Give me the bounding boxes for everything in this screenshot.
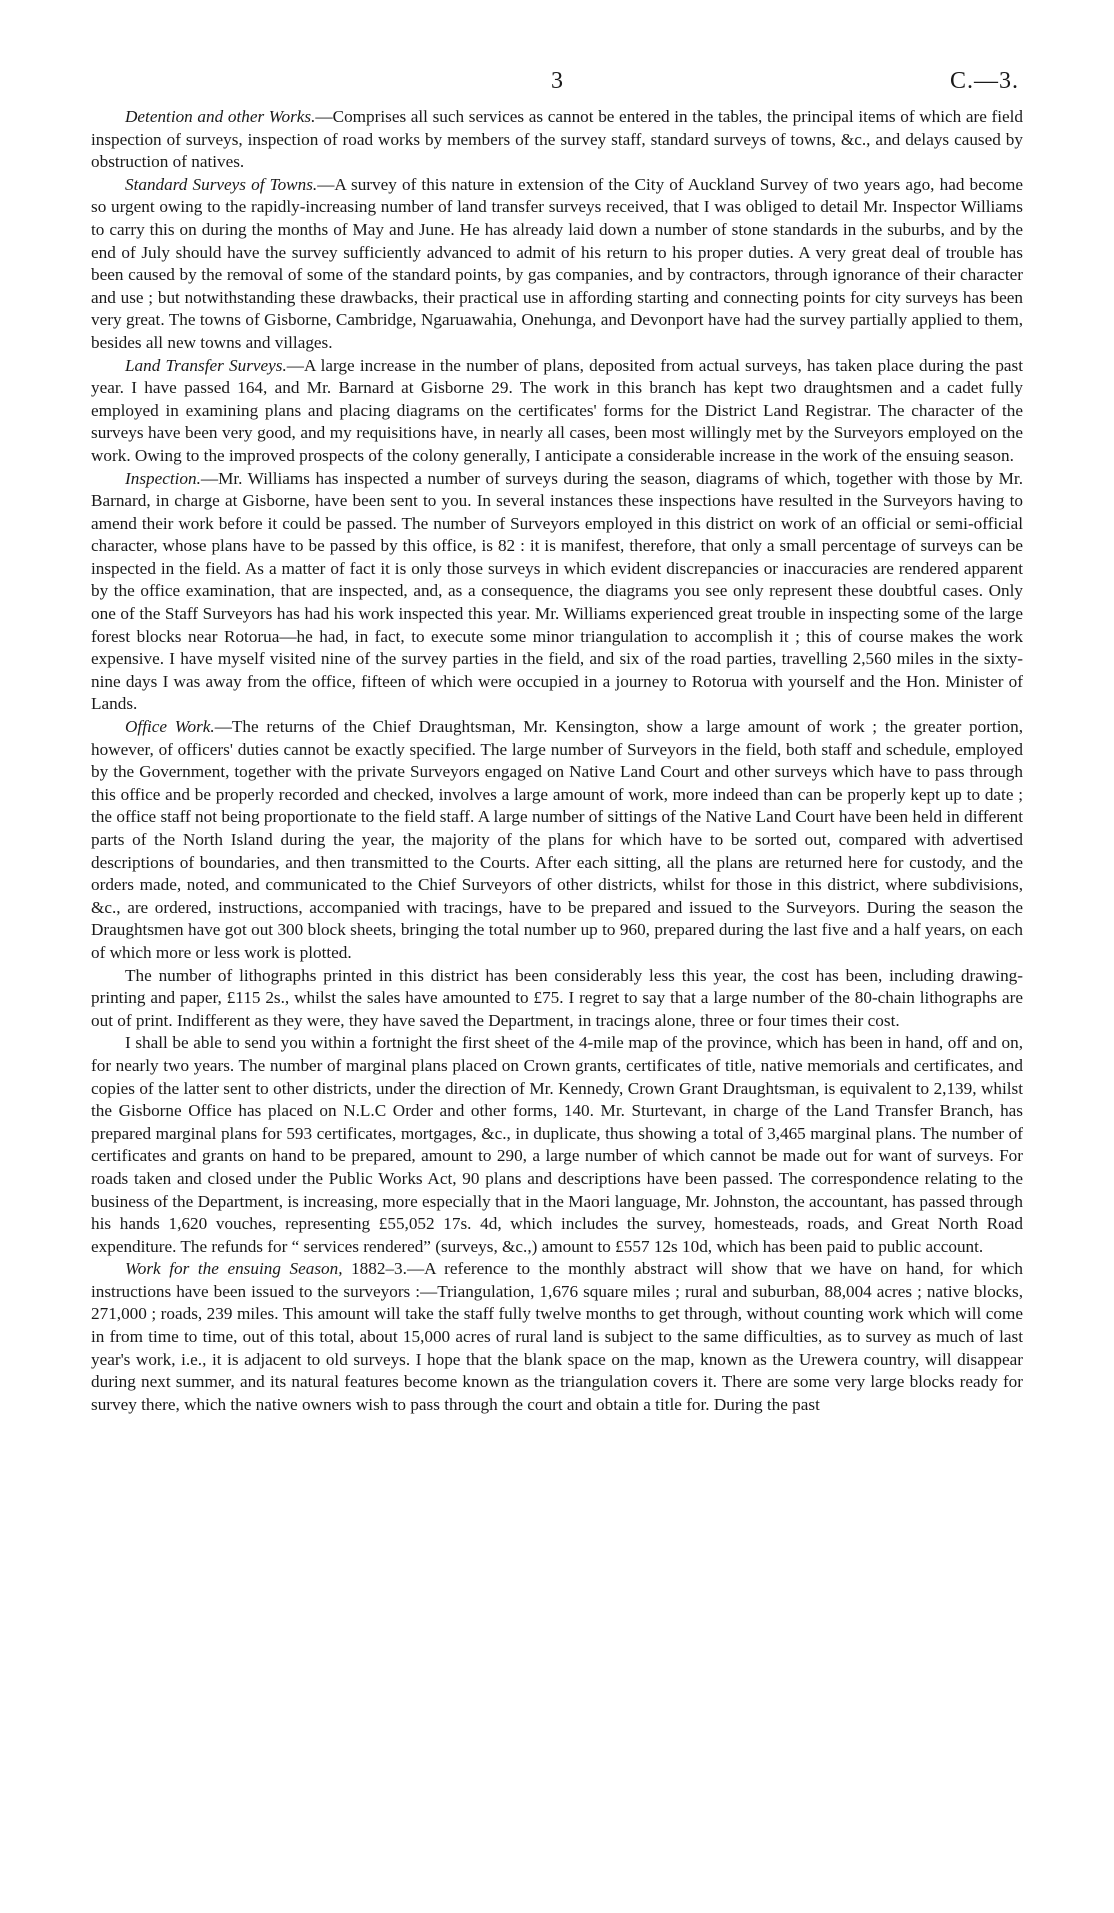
paragraph-heading: Office Work. (125, 717, 215, 737)
paragraph-text: —A survey of this nature in extension of the City of Auckland Survey of two years ago, had become so urgent owing to the rapidly-increasing number of land transfer surveys received, that I was obliged to detail Mr. Inspector Williams to carry this on during the months of May and June. He has already laid down a number of stone standards in the suburbs, and by the end of July should have the survey sufficiently advanced to admit of his return to his proper duties. A very great deal of trouble has been caused by the removal of some of the standard points, by gas companies, and by contractors, through ignorance of their character and use ; but notwithstanding these drawbacks, their practical use in affording starting and connecting points for city surveys has been very great. The towns of Gisborne, Cambridge, Ngaruawahia, Onehunga, and Devonport have had the survey partially applied to them, besides all new towns and villages. (91, 174, 1023, 352)
paragraph-text: —The returns of the Chief Draughtsman, Mr. Kensington, show a large amount of work ; the greater portion, however, of officers' duties cannot be exactly specified. The large number of Surveyors in the field, both staff and schedule, employed by the Government, together with the private Surveyors engaged on Native Land Court and other surveys which have to pass through this office and be properly recorded and checked, involves a large amount of work, more indeed than can be properly kept up to date ; the office staff not being proportionate to the field staff. A large number of sittings of the Native Land Court have been held in different parts of the North Island during the year, the majority of the plans for which have to be sorted out, compared with advertised descriptions of boundaries, and then transmitted to the Courts. After each sitting, all the plans are returned here for custody, and the orders made, noted, and communicated to the Chief Surveyors of other districts, whilst for those in this district, where subdivisions, &c., are ordered, instructions, accompanied with tracings, have to be prepared and issued to the Surveyors. During the season the Draughtsmen have got out 300 block sheets, bringing the total number up to 960, prepared during the last five and a half years, on each of which more or less work is plotted. (91, 717, 1023, 962)
paragraph-text: —Comprises all such services as cannot be entered in the tables, the principal items of which are field inspection of surveys, inspection of road works by members of the survey staff, standard surveys of towns, &c., and delays caused by obstruction of natives. (91, 107, 1023, 172)
paragraph-text: —A large increase in the number of plans, deposited from actual surveys, has taken place during the past year. I have passed 164, and Mr. Barnard at Gisborne 29. The work in this branch has kept two draughtsmen and a cadet fully employed in examining plans and placing diagrams on the certificates' forms for the District Land Registrar. The character of the surveys have been very good, and my requisitions have, in nearly all cases, been most willingly met by the Surveyors employed on the work. Owing to the improved prospects of the colony generally, I anticipate a considerable increase in the work of the ensuing season. (91, 355, 1024, 465)
paragraph-text: I shall be able to send you within a fortnight the first sheet of the 4-mile map of the province, which has been in hand, off and on, for nearly two years. The number of marginal plans placed on Crown grants, certificates of title, native memorials and certificates, and copies of the latter sent to other districts, under the direction of Mr. Kennedy, Crown Grant Draughtsman, is equivalent to 2,139, whilst the Gisborne Office has placed on N.L.C Order and other forms, 140. Mr. Sturtevant, in charge of the Land Transfer Branch, has prepared marginal plans for 593 certificates, mortgages, &c., in duplicate, thus showing a total of 3,465 marginal plans. The number of certificates and grants on hand to be prepared, amount to 290, a large number of which cannot be made out for want of surveys. For roads taken and closed under the Public Works Act, 90 plans and descriptions have been passed. The correspondence relating to the business of the Department, is increasing, more especially that in the Maori language, Mr. Johnston, the accountant, has passed through his hands 1,620 vouches, representing £55,052 17s. 4d, which includes the survey, homesteads, roads, and Great North Road expenditure. The refunds for “ services rendered” (surveys, &c.,) amount to £557 12s 10d, which has been paid to public account. (91, 1033, 1023, 1256)
paragraph-heading: Land Transfer Surveys. (125, 355, 287, 375)
paragraph-heading: Work for the ensuing Season, (125, 1259, 343, 1279)
page-header (91, 68, 1023, 106)
paragraph-inspection (91, 468, 1023, 717)
paragraph-ensuing-season (91, 1258, 1023, 1416)
report-body (91, 106, 1023, 1416)
paragraph-detention-works (91, 106, 1023, 174)
paragraph-heading: Detention and other Works. (125, 107, 316, 126)
paragraph-heading: Inspection. (125, 468, 201, 488)
paragraph-maps-marginal-plans (91, 1032, 1023, 1258)
page-number: 3 (551, 68, 563, 94)
paragraph-lithographs (91, 965, 1023, 1033)
paragraph-standard-surveys (91, 174, 1023, 355)
paragraph-text: The number of lithographs printed in this district has been considerably less this year, the cost has been, including drawing-printing and paper, £115 2s., whilst the sales have amounted to £75. I regret to say that a large number of the 80-chain lithographs are out of print. Indifferent as they were, they have saved the Department, in tracings alone, three or four times their cost. (91, 965, 1023, 1030)
paragraph-heading: Standard Surveys of Towns. (125, 174, 318, 194)
paragraph-text: 1882–3.—A reference to the monthly abstract will show that we have on hand, for which instructions have been issued to the surveyors :—Triangulation, 1,676 square miles ; rural and suburban, 88,004 acres ; native blocks, 271,000 ; roads, 239 miles. This amount will take the staff fully twelve months to get through, without counting work which will come in from time to time, out of this total, about 15,000 acres of rural land is subject to the same difficulties, as to survey as much of last year's work, i.e., it is adjacent to old surveys. I hope that the blank space on the map, known as the Urewera country, will disappear during next summer, and its natural features become known as the triangulation covers it. There are some very large blocks ready for survey there, which the native owners wish to pass through the court and obtain a title for. During the past (91, 1259, 1023, 1414)
paragraph-office-work (91, 716, 1023, 965)
paragraph-land-transfer (91, 355, 1023, 468)
document-reference: C.—3. (949, 68, 1019, 94)
paragraph-text: —Mr. Williams has inspected a number of surveys during the season, diagrams of which, together with those by Mr. Barnard, in charge at Gisborne, have been sent to you. In several instances these inspections have resulted in the Surveyors having to amend their work before it could be passed. The number of Surveyors employed in this district on work of an official or semi-official character, whose plans have to be passed by this office, is 82 : it is manifest, therefore, that only a small percentage of surveys can be inspected in the field. As a matter of fact it is only those surveys in which evident discrepancies or inaccuracies are rendered apparent by the office examination, that are inspected, and, as a consequence, the diagrams you see only represent these doubtful cases. Only one of the Staff Surveyors has had his work inspected this year. Mr. Williams experienced great trouble in inspecting some of the large forest blocks near Rotorua—he had, in fact, to execute some minor triangulation to accomplish it ; this of course makes the work expensive. I have myself visited nine of the survey parties in the field, and six of the road parties, travelling 2,560 miles in the sixty-nine days I was away from the office, fifteen of which were occupied in a journey to Rotorua with yourself and the Hon. Minister of Lands. (91, 468, 1023, 714)
